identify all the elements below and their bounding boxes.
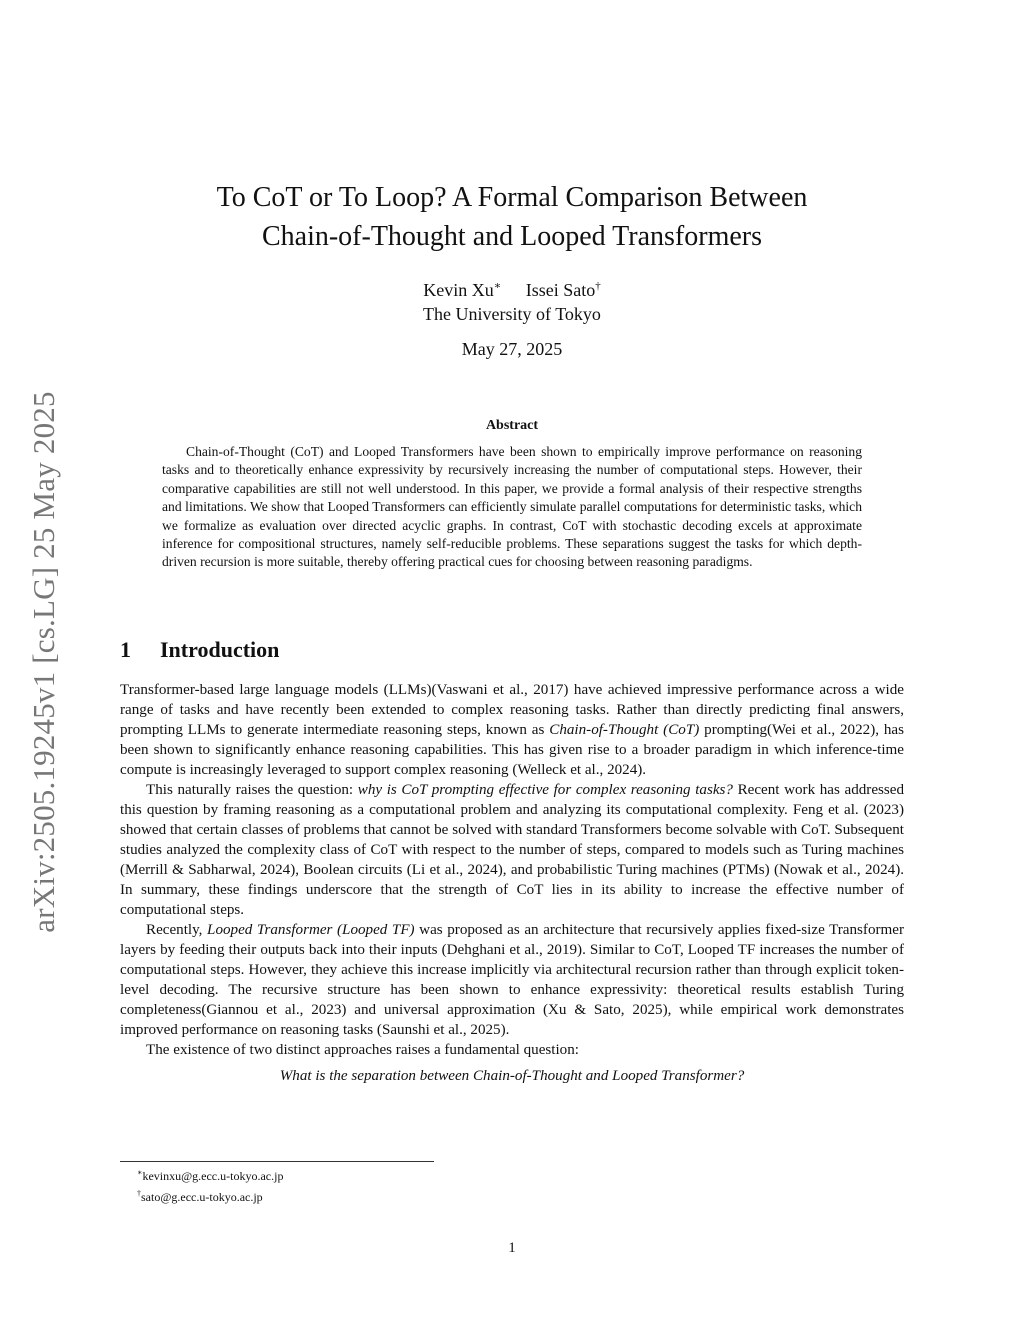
author-1 (423, 280, 501, 300)
section-title: Introduction (160, 637, 280, 662)
author-1-name: Kevin Xu (423, 280, 494, 300)
footnote-2-email: sato@g.ecc.u-tokyo.ac.jp (141, 1190, 263, 1204)
footnote-1-email: kevinxu@g.ecc.u-tokyo.ac.jp (142, 1169, 284, 1183)
paragraph-2 (120, 780, 904, 920)
footnotes (137, 1164, 283, 1206)
footnote-1-mark: ∗ (137, 1168, 143, 1177)
section-number: 1 (120, 637, 131, 662)
title-line-2: Chain-of-Thought and Looped Transformers (261, 221, 763, 252)
footnote-1 (137, 1164, 283, 1185)
introduction-body (120, 680, 904, 1086)
author-2-mark: † (595, 280, 601, 292)
footnote-divider (120, 1161, 434, 1162)
affiliation: The University of Tokyo (423, 304, 601, 324)
abstract-text: Chain-of-Thought (CoT) and Looped Transformers have been shown to empirically improve performance on reasoning tasks and to theoretically enhance expressivity by recursively increasing the number of computational steps. However, their comparative capabilities are still not well understood. In this paper, we provide a formal analysis of their respective strengths and limitations. We show that Looped Transformers can efficiently simulate parallel computations for deterministic tasks, which we formalize as evaluation over directed acyclic graphs. In contrast, CoT with stochastic decoding excels at approximate inference for compositional structures, namely self-reducible problems. These separations suggest the tasks for which depth-driven recursion is more suitable, thereby offering practical cues for choosing between reasoning paradigms. (162, 444, 862, 570)
paper-date: May 27, 2025 (461, 339, 563, 359)
paragraph-1 (120, 680, 904, 780)
paragraph-1-text-a: Transformer-based large language models (LLMs)(Vaswani et al., 2017) have achieved impressive performance across a wide range of tasks and have recently been extended to complex reasoning tasks. Rather than directly predicting final answers, prompting LLMs to generate intermediate reasoning steps, known as (120, 682, 904, 738)
author-1-mark: ∗ (493, 280, 502, 292)
page-number: 1 (508, 1240, 516, 1256)
author-names (120, 274, 904, 302)
abstract-heading: Abstract (485, 418, 539, 433)
author-2-name: Issei Sato (525, 280, 596, 300)
section-heading-introduction (120, 637, 279, 663)
paragraph-4: The existence of two distinct approaches raises a fundamental question: (146, 1042, 579, 1058)
paragraph-2-text-a: This naturally raises the question: (146, 782, 358, 798)
paragraph-3-emphasis: Looped Transformer (Looped TF) (207, 922, 415, 938)
paragraph-3-text-a: Recently, (146, 922, 208, 938)
research-question: What is the separation between Chain-of-Thought and Looped Transformer? (279, 1068, 745, 1084)
author-block (120, 274, 904, 326)
paragraph-2-emphasis: why is CoT prompting effective for complex reasoning tasks? (357, 782, 733, 798)
paragraph-3-text-b: was proposed as an architecture that recursively applies fixed-size Transformer layers by feeding their outputs back into their inputs (Dehghani et al., 2019). Similar to CoT, Looped TF increases the number of computational steps. However, they achieve this increase implicitly via architectural recursion rather than through explicit token-level decoding. The recursive structure has been shown to enhance expressivity: theoretical results establish Turing completeness(Giannou et al., 2023) and universal approximation (Xu & Sato, 2025), while empirical work demonstrates improved performance on reasoning tasks (Saunshi et al., 2025). (120, 922, 904, 1038)
title-line-1: To CoT or To Loop? A Formal Comparison Between (216, 182, 808, 213)
paragraph-2-text-b: Recent work has addressed this question by framing reasoning as a computational problem and analyzing its computational complexity. Feng et al. (2023) showed that certain classes of problems that cannot be solved with standard Transformers become solvable with CoT. Subsequent studies analyzed the complexity class of CoT with respect to the number of steps, compared to models such as Turing machines (Merrill & Sabharwal, 2024), Boolean circuits (Li et al., 2024), and probabilistic Turing machines (PTMs) (Nowak et al., 2024). In summary, these findings underscore that the strength of CoT lies in its ability to increase the effective number of computational steps. (120, 782, 905, 918)
arxiv-identifier-stamp: arXiv:2505.19245v1 [cs.LG] 25 May 2025 (26, 391, 61, 933)
paper-title (120, 178, 904, 256)
author-2 (526, 280, 601, 300)
footnote-2 (137, 1185, 283, 1206)
paragraph-1-emphasis: Chain-of-Thought (CoT) (549, 722, 700, 738)
footnote-2-mark: † (137, 1189, 141, 1198)
paragraph-1-text-b: prompting(Wei et al., 2022), has been shown to significantly enhance reasoning capabilities. This has given rise to a broader paradigm in which inference-time compute is increasingly leveraged to support complex reasoning (Welleck et al., 2024). (120, 722, 905, 778)
paragraph-3 (120, 920, 904, 1040)
